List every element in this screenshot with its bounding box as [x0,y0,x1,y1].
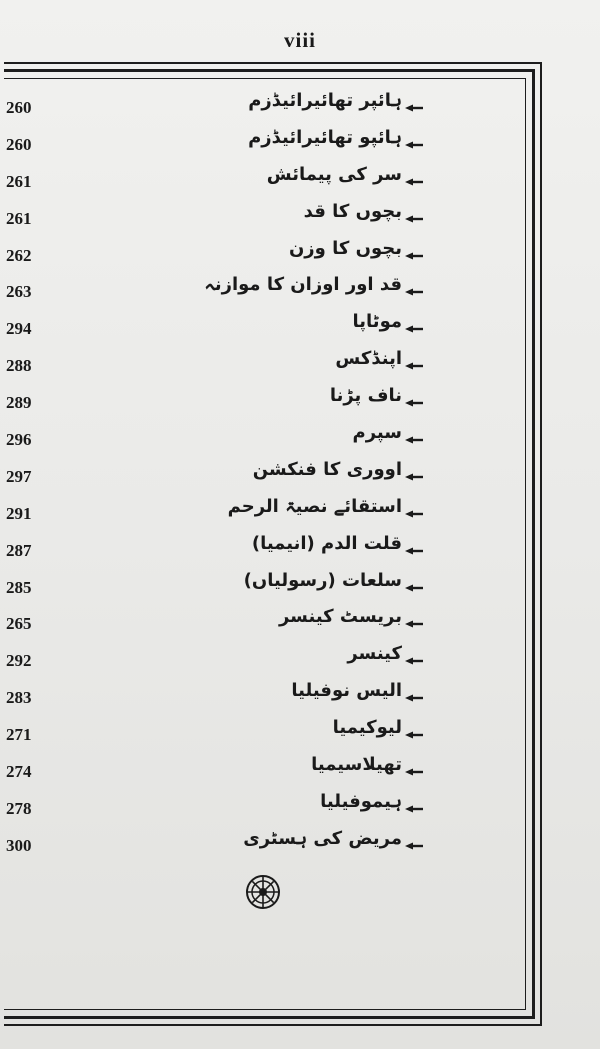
toc-entry-title: بچوں کا قد [303,200,402,222]
page-number: viii [283,28,316,52]
toc-entry-title: قد اور اوزان کا موازنہ [204,274,402,296]
arrow-bullet-icon [403,323,425,335]
toc-entry [0,639,520,676]
toc-entry-title: اپنڈکس [335,348,402,370]
toc-entry [0,824,520,861]
toc-page-number: 263 [6,282,32,302]
arrow-bullet-icon [403,360,425,372]
toc-page-number: 271 [6,725,32,745]
toc-page-number: 283 [6,688,32,708]
arrow-bullet-icon [403,286,425,298]
toc-page-number: 296 [6,430,32,450]
toc-page-number: 260 [6,98,32,117]
toc-page-number: 287 [6,540,32,560]
toc-entry [0,197,520,234]
toc-entry-title: سر کی پیمائش [266,163,402,185]
toc-entry [0,787,520,824]
toc-entry-title: اووری کا فنکشن [252,458,402,480]
toc-entry [0,566,520,603]
arrow-bullet-icon [403,803,425,815]
arrow-bullet-icon [403,213,425,225]
toc-entry-title: ہائپر تھائیرائیڈزم [248,90,402,111]
toc-entry-title: سلعات (رسولیاں) [243,569,402,591]
toc-entry-title: مریض کی ہسٹری [243,827,402,849]
toc-entry-title: بچوں کا وزن [288,237,402,259]
arrow-bullet-icon [403,618,425,630]
toc-entry-title: موٹاپا [352,311,402,333]
toc-page-number: 262 [6,245,32,265]
toc-page-number: 274 [6,762,32,782]
toc-page-number: 294 [6,319,32,339]
toc-entry [0,713,520,750]
arrow-bullet-icon [403,729,425,741]
toc-entry [0,750,520,787]
toc-entry [0,492,520,529]
arrow-bullet-icon [403,102,425,114]
rosette-ornament-icon [245,874,281,910]
arrow-bullet-icon [403,655,425,667]
arrow-bullet-icon [403,176,425,188]
toc-page-number: 300 [6,835,32,855]
toc-entry [0,381,520,418]
toc-page-number: 261 [6,208,32,228]
toc-page-number: 291 [6,503,32,523]
toc-entry [0,455,520,492]
toc-entry-title: بریسٹ کینسر [278,606,402,628]
arrow-bullet-icon [403,471,425,483]
toc-page-number: 297 [6,466,32,486]
toc-page-number: 265 [6,614,32,634]
toc-entry [0,123,520,160]
arrow-bullet-icon [403,434,425,446]
toc-page-number: 261 [6,171,32,191]
toc-entry-title: ہیموفیلیا [320,790,402,812]
table-of-contents [0,86,520,861]
arrow-bullet-icon [403,692,425,704]
toc-entry [0,418,520,455]
toc-entry-title: لیوکیمیا [332,717,402,739]
toc-entry-title: تھیلاسیمیا [311,754,402,776]
toc-page-number: 260 [6,134,32,154]
toc-page-number: 288 [6,356,32,376]
toc-entry [0,344,520,381]
arrow-bullet-icon [403,545,425,557]
toc-entry [0,270,520,307]
toc-entry [0,160,520,197]
toc-entry [0,86,520,123]
toc-entry-title: سپرم [352,422,402,444]
arrow-bullet-icon [403,397,425,409]
toc-entry [0,602,520,639]
arrow-bullet-icon [403,840,425,852]
toc-page-number: 292 [6,651,32,671]
toc-entry [0,307,520,344]
toc-entry [0,676,520,713]
toc-entry-title: ناف پڑنا [329,385,402,407]
toc-entry-title: قلت الدم (انیمیا) [251,532,402,554]
arrow-bullet-icon [403,508,425,520]
toc-page-number: 278 [6,798,32,818]
arrow-bullet-icon [403,766,425,778]
arrow-bullet-icon [403,139,425,151]
arrow-bullet-icon [403,582,425,594]
toc-entry [0,529,520,566]
toc-entry-title: استقائے نصیۃ الرحم [227,495,402,517]
toc-page-number: 289 [6,393,32,413]
toc-page-number: 285 [6,577,32,597]
toc-entry-title: ہائپو تھائیرائیڈزم [248,126,402,148]
arrow-bullet-icon [403,250,425,262]
toc-entry-title: کینسر [347,643,402,665]
toc-entry-title: الیس نوفیلیا [291,680,402,702]
toc-entry [0,234,520,271]
